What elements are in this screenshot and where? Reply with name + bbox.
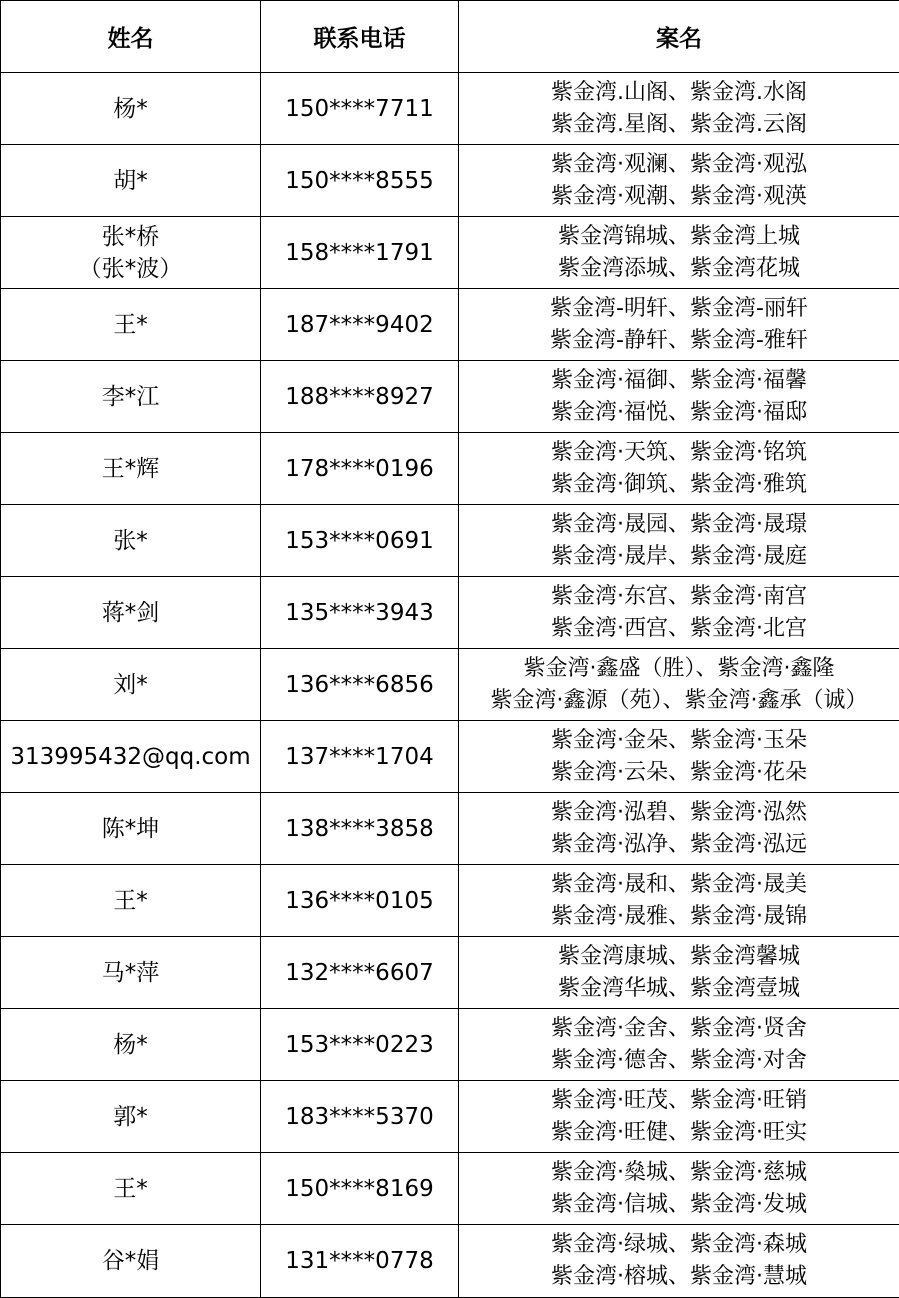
phone-cell: 135****3943 — [261, 577, 459, 649]
phone-cell: 138****3858 — [261, 793, 459, 865]
case-name-line: 紫金湾·泓碧、紫金湾·泓然 — [459, 797, 899, 829]
name-cell — [1, 577, 261, 649]
phone-cell: 188****8927 — [261, 361, 459, 433]
name-text: 陈*坤 — [1, 813, 260, 845]
case-name-cell — [459, 145, 899, 217]
name-text: 王*辉 — [1, 453, 260, 485]
case-name-cell — [459, 865, 899, 937]
header-name: 姓名 — [1, 1, 261, 73]
header-case-name: 案名 — [459, 1, 899, 73]
name-cell — [1, 1153, 261, 1225]
case-name-line: 紫金湾·晟和、紫金湾·晟美 — [459, 869, 899, 901]
phone-cell: 132****6607 — [261, 937, 459, 1009]
case-name-line: 紫金湾·福悦、紫金湾·福邸 — [459, 397, 899, 429]
case-name-line: 紫金湾.星阁、紫金湾.云阁 — [459, 109, 899, 141]
case-name-cell — [459, 1081, 899, 1153]
case-name-cell — [459, 937, 899, 1009]
name-cell — [1, 145, 261, 217]
case-name-cell — [459, 1225, 899, 1298]
case-name-line: 紫金湾·金舍、紫金湾·贤舍 — [459, 1013, 899, 1045]
case-name-cell — [459, 1009, 899, 1081]
case-name-line: 紫金湾·御筑、紫金湾·雅筑 — [459, 469, 899, 501]
case-name-line: 紫金湾·东宫、紫金湾·南宫 — [459, 581, 899, 613]
case-name-line: 紫金湾锦城、紫金湾上城 — [459, 221, 899, 253]
name-text: 郭* — [1, 1101, 260, 1133]
phone-cell: 136****6856 — [261, 649, 459, 721]
name-cell — [1, 937, 261, 1009]
name-text: 谷*娟 — [1, 1245, 260, 1277]
case-name-line: 紫金湾·燊城、紫金湾·慈城 — [459, 1157, 899, 1189]
case-name-cell — [459, 721, 899, 793]
table-row — [1, 937, 899, 1009]
case-name-line: 紫金湾·晟园、紫金湾·晟璟 — [459, 509, 899, 541]
case-name-line: 紫金湾-明轩、紫金湾-丽轩 — [459, 293, 899, 325]
name-text: 张*桥 — [1, 221, 260, 253]
table-row — [1, 721, 899, 793]
table-row — [1, 1153, 899, 1225]
table-row — [1, 793, 899, 865]
case-name-line: 紫金湾·观澜、紫金湾·观泓 — [459, 149, 899, 181]
table-row — [1, 577, 899, 649]
table-row — [1, 1225, 899, 1298]
name-text: 刘* — [1, 669, 260, 701]
case-name-line: 紫金湾·鑫源（苑）、紫金湾·鑫承（诚） — [459, 685, 899, 717]
phone-cell: 137****1704 — [261, 721, 459, 793]
name-text: 313995432@qq.com — [1, 741, 260, 773]
phone-cell: 153****0223 — [261, 1009, 459, 1081]
name-text: 杨* — [1, 93, 260, 125]
name-cell — [1, 217, 261, 289]
phone-cell: 187****9402 — [261, 289, 459, 361]
name-text: 蒋*剑 — [1, 597, 260, 629]
case-name-cell — [459, 649, 899, 721]
case-name-line: 紫金湾·福御、紫金湾·福馨 — [459, 365, 899, 397]
case-name-line: 紫金湾·德舍、紫金湾·对舍 — [459, 1045, 899, 1077]
phone-cell: 158****1791 — [261, 217, 459, 289]
name-cell — [1, 649, 261, 721]
table-row — [1, 217, 899, 289]
name-cell — [1, 1081, 261, 1153]
case-name-cell — [459, 73, 899, 145]
case-name-line: 紫金湾·西宫、紫金湾·北宫 — [459, 613, 899, 645]
table-header — [1, 1, 899, 73]
name-text: 王* — [1, 1173, 260, 1205]
case-name-cell — [459, 793, 899, 865]
case-name-line: 紫金湾.山阁、紫金湾.水阁 — [459, 77, 899, 109]
table-row — [1, 433, 899, 505]
name-cell — [1, 73, 261, 145]
table-row — [1, 505, 899, 577]
header-phone: 联系电话 — [261, 1, 459, 73]
name-cell — [1, 361, 261, 433]
name-text: 马*萍 — [1, 957, 260, 989]
case-name-cell — [459, 505, 899, 577]
case-name-line: 紫金湾·观潮、紫金湾·观渶 — [459, 181, 899, 213]
name-cell — [1, 721, 261, 793]
phone-cell: 183****5370 — [261, 1081, 459, 1153]
case-name-line: 紫金湾·旺健、紫金湾·旺实 — [459, 1117, 899, 1149]
phone-cell: 150****8555 — [261, 145, 459, 217]
case-name-cell — [459, 361, 899, 433]
name-cell — [1, 1225, 261, 1298]
name-cell — [1, 289, 261, 361]
case-name-cell — [459, 217, 899, 289]
name-text: 胡* — [1, 165, 260, 197]
case-name-line: 紫金湾·晟岸、紫金湾·晟庭 — [459, 541, 899, 573]
phone-cell: 150****7711 — [261, 73, 459, 145]
case-name-cell — [459, 1153, 899, 1225]
case-name-cell — [459, 577, 899, 649]
phone-cell: 131****0778 — [261, 1225, 459, 1298]
name-text: 王* — [1, 309, 260, 341]
name-cell — [1, 505, 261, 577]
name-text: 张* — [1, 525, 260, 557]
name-cell — [1, 865, 261, 937]
case-name-line: 紫金湾·晟雅、紫金湾·晟锦 — [459, 901, 899, 933]
name-cell — [1, 793, 261, 865]
table-row — [1, 145, 899, 217]
name-cell — [1, 1009, 261, 1081]
table-row — [1, 649, 899, 721]
case-name-line: 紫金湾-静轩、紫金湾-雅轩 — [459, 325, 899, 357]
table-body — [1, 73, 899, 1298]
case-name-line: 紫金湾·天筑、紫金湾·铭筑 — [459, 437, 899, 469]
case-name-line: 紫金湾添城、紫金湾花城 — [459, 253, 899, 285]
phone-cell: 150****8169 — [261, 1153, 459, 1225]
name-text: （张*波） — [1, 253, 260, 285]
table-row — [1, 73, 899, 145]
phone-cell: 136****0105 — [261, 865, 459, 937]
table-row — [1, 865, 899, 937]
case-name-line: 紫金湾华城、紫金湾壹城 — [459, 973, 899, 1005]
case-name-line: 紫金湾·云朵、紫金湾·花朵 — [459, 757, 899, 789]
case-name-line: 紫金湾·金朵、紫金湾·玉朵 — [459, 725, 899, 757]
case-name-cell — [459, 433, 899, 505]
case-name-line: 紫金湾·泓净、紫金湾·泓远 — [459, 829, 899, 861]
name-text: 王* — [1, 885, 260, 917]
name-cell — [1, 433, 261, 505]
case-name-line: 紫金湾·信城、紫金湾·发城 — [459, 1189, 899, 1221]
case-name-line: 紫金湾·绿城、紫金湾·森城 — [459, 1229, 899, 1261]
header-row — [1, 1, 899, 73]
name-text: 杨* — [1, 1029, 260, 1061]
case-name-line: 紫金湾·榕城、紫金湾·慧城 — [459, 1261, 899, 1293]
table-row — [1, 1081, 899, 1153]
name-text: 李*江 — [1, 381, 260, 413]
case-name-line: 紫金湾康城、紫金湾馨城 — [459, 941, 899, 973]
table-row — [1, 1009, 899, 1081]
case-name-line: 紫金湾·鑫盛（胜）、紫金湾·鑫隆 — [459, 653, 899, 685]
phone-cell: 178****0196 — [261, 433, 459, 505]
phone-cell: 153****0691 — [261, 505, 459, 577]
table-row — [1, 289, 899, 361]
case-name-line: 紫金湾·旺茂、紫金湾·旺销 — [459, 1085, 899, 1117]
case-name-cell — [459, 289, 899, 361]
table-row — [1, 361, 899, 433]
